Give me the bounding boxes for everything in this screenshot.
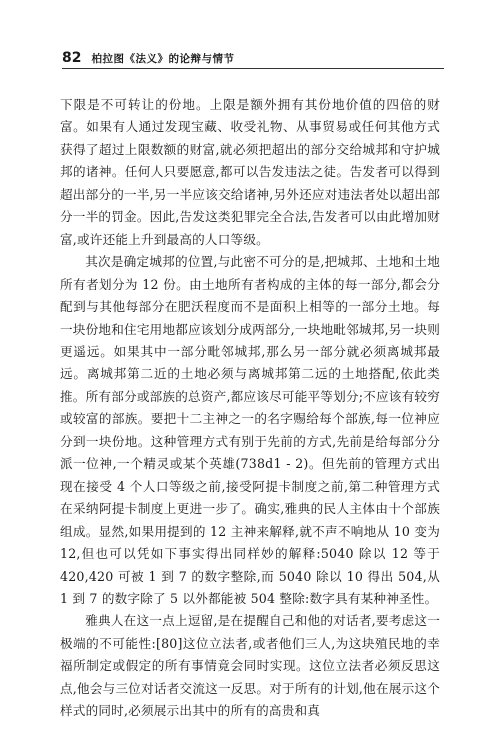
running-head: 柏拉图《法义》的论辩与情节 (91, 53, 235, 65)
paragraph-continued: 下限是不可转让的份地。上限是额外拥有其份地价值的四倍的财富。如果有人通过发现宝藏、收受礼物、从事贸易或任何其他方式获得了超过上限数额的财富,就必须把超出的部分交给城邦和守护城邦的诸神。任何人只要愿意,都可以告发违法之徒。告发者可以得到超出部分的一半,另一半应该交给诸神,另外还应对违法者处以超出部分一半的罚金。因此,告发这类犯罪完全合法,告发者可以由此增加财富,或许还能上升到最高的人口等级。 (60, 97, 440, 247)
body-text (60, 94, 440, 723)
paragraph: 其次是确定城邦的位置,与此密不可分的是,把城邦、土地和土地所有者划分为 12 份。由土地所有者构成的主体的每一部分,都会分配到与其他每部分在肥沃程度而不是面积上相等的一部分土地。每一块份地和住宅用地都应该划分成两部分,一块地毗邻城邦,另一块则更遥远。如果其中一部分毗邻城邦,那么另一部分就必须离城邦最远。离城邦第二近的土地必须与离城邦第二远的土地搭配,依此类推。所有部分或部族的总资产,都应该尽可能平等划分;不应该有较穷或较富的部族。要把十二主神之一的名字赐给每个部族,每一位神应分到一块份地。这种管理方式有别于先前的方式,先前是给每部分分派一位神,一个精灵或某个英雄(738d1 - 2)。但先前的管理方式出现在接受 4 个人口等级之前,接受阿提卡制度之前,第二种管理方式在采纳阿提卡制度上更进一步了。确实,雅典的民人主体由十个部族组成。显然,如果用提到的 12 主神来解释,就不声不响地从 10 变为 12,但也可以凭如下事实得出同样妙的解释:5040 除以 12 等于 420,420 可被 1 到 7 的数字整除,而 5040 除以 10 得出 504,从 1 到 7 的数字除了 5 以外都能被 504 整除:数字具有某种神圣性。 (60, 254, 440, 606)
paragraph: 雅典人在这一点上逗留,是在提醒自己和他的对话者,要考虑这一极端的不可能性:[80]这位立法者,或者他们三人,为这块殖民地的幸福所制定或假定的所有事情竟会同时实现。这位立法者必须反思这点,他会与三位对话者交流这一反思。对于所有的计划,他在展示这个样式的同时,必须展示出其中的所有的高贵和真 (60, 613, 440, 719)
header-rule (62, 68, 444, 69)
page-header (62, 50, 442, 66)
page-number: 82 (62, 50, 82, 66)
